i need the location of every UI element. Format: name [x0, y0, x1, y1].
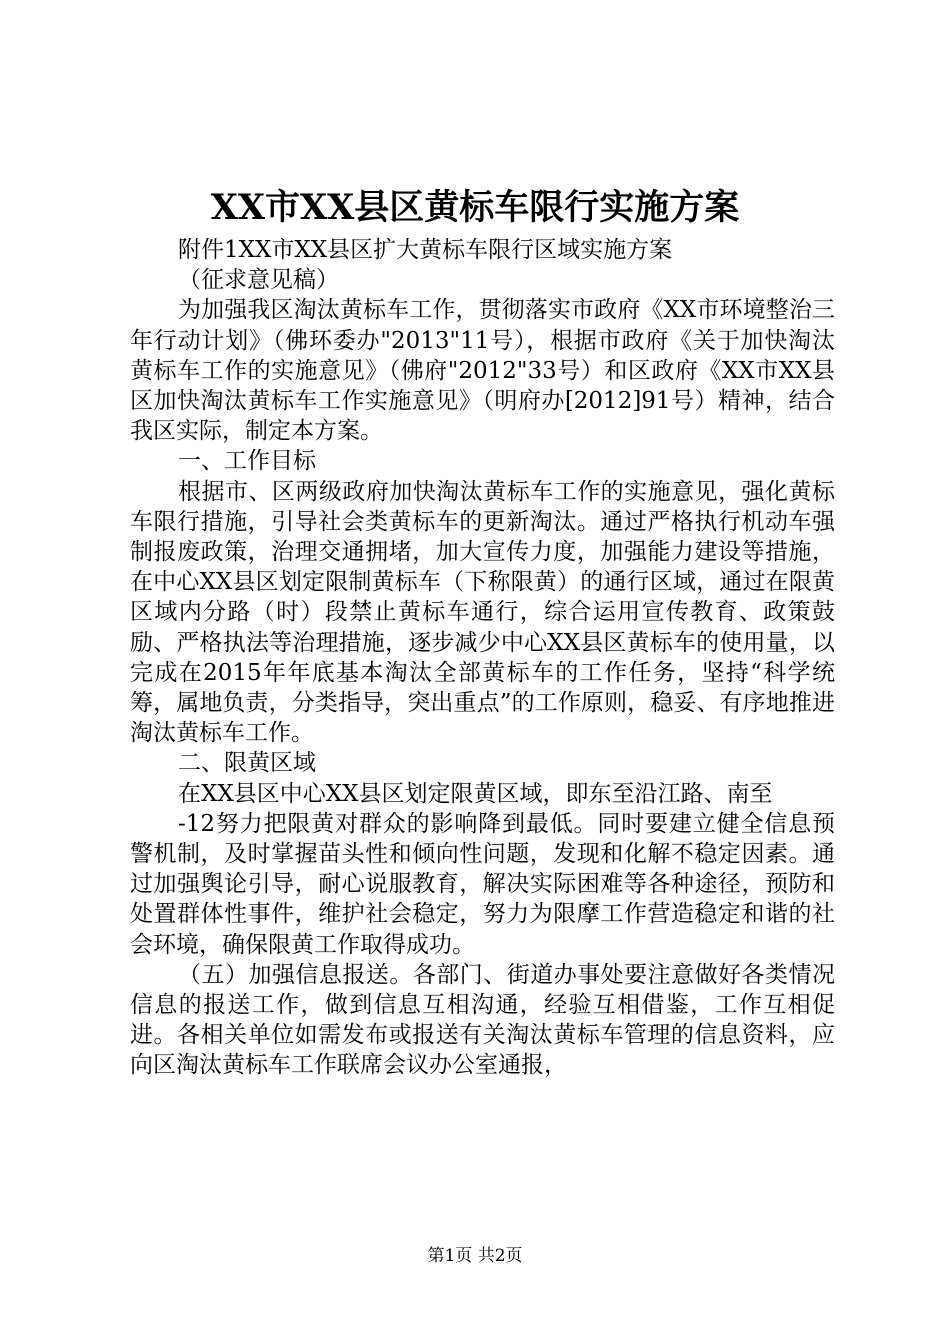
document-title: XX市XX县区黄标车限行实施方案 — [210, 187, 740, 228]
info-report-paragraph: （五）加强信息报送。各部门、街道办事处要注意做好各类情况信息的报送工作，做到信息互相沟通，经验互相借鉴，工作互相促进。各相关单位如需发布或报送有关淘汰黄标车管理的信息资料，应向区淘汰黄标车工作联席会议办公室通报， — [130, 961, 835, 1079]
page-footer: 第1页 共2页 — [427, 1246, 523, 1266]
intro-paragraph: 为加强我区淘汰黄标车工作，贯彻落实市政府《XX市环境整治三年行动计划》（佛环委办"2013"11号），根据市政府《关于加快淘汰黄标车工作的实施意见》（佛府"2012"33号）和区政府《XX市XX县区加快淘汰黄标车工作实施意见》（明府办[2012]91号）精神，结合我区实际，制定本方案。 — [130, 297, 835, 445]
document-body — [130, 235, 835, 1081]
goals-paragraph: 根据市、区两级政府加快淘汰黄标车工作的实施意见，强化黄标车限行措施，引导社会类黄标车的更新淘汰。通过严格执行机动车强制报废政策，治理交通拥堵，加大宣传力度，加强能力建设等措施，在中心XX县区划定限制黄标车（下称限黄）的通行区域，通过在限黄区域内分路（时）段禁止黄标车通行，综合运用宣传教育、政策鼓励、严格执法等治理措施，逐步减少中心XX县区黄标车的使用量，以完成在2015年年底基本淘汰全部黄标车的工作任务，坚持“科学统筹，属地负责，分类指导，突出重点”的工作原则，稳妥、有序地推进淘汰黄标车工作。 — [130, 478, 835, 747]
draft-note: （征求意见稿） — [178, 267, 339, 294]
attachment-heading: 附件1XX市XX县区扩大黄标车限行区域实施方案 — [178, 237, 673, 263]
section-heading-goals: 一、工作目标 — [178, 448, 316, 475]
area-paragraph: 在XX县区中心XX县区划定限黄区域，即东至沿江路、南至 — [178, 780, 773, 807]
stability-paragraph: -12努力把限黄对群众的影响降到最低。同时要建立健全信息预警机制，及时掌握苗头性和倾向性问题，发现和化解不稳定因素。通过加强舆论引导，耐心说服教育，解决实际困难等各种途径，预防和处置群体性事件，维护社会稳定，努力为限摩工作营造稳定和谐的社会环境，确保限黄工作取得成功。 — [130, 810, 835, 958]
section-heading-area: 二、限黄区域 — [178, 750, 316, 777]
